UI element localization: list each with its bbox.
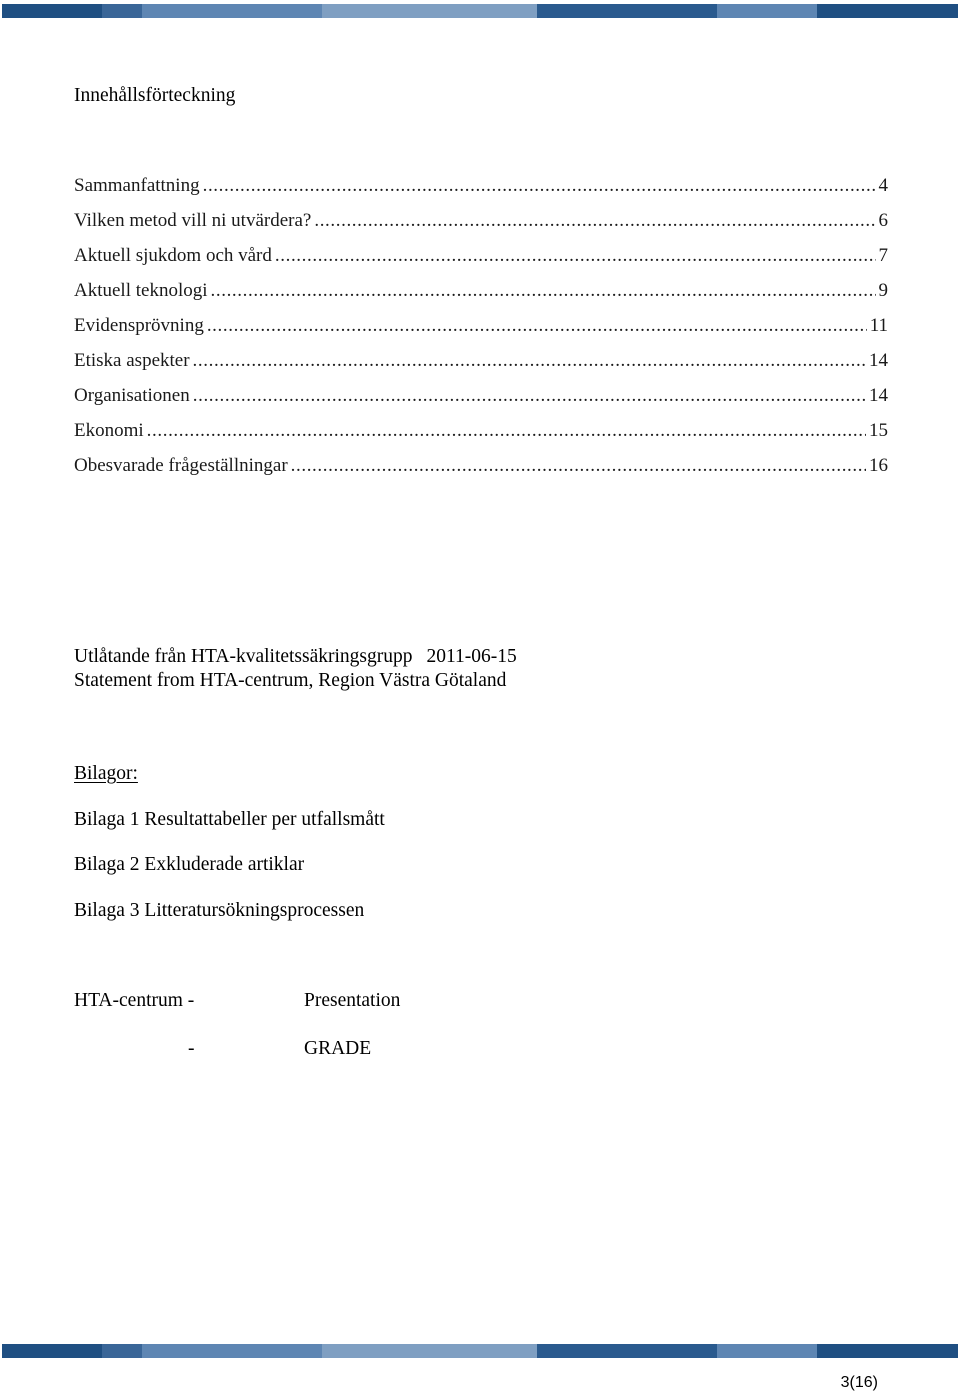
toc-entry[interactable] (74, 384, 888, 419)
table-of-contents (74, 174, 888, 489)
page-number: 3(16) (840, 1374, 878, 1391)
toc-entry-label: Evidensprövning (74, 315, 204, 336)
toc-leader-dots (291, 454, 866, 478)
statement-line-1 (74, 645, 517, 669)
toc-leader-dots (207, 314, 867, 338)
toc-entry-page: 7 (878, 245, 888, 266)
footer-list-right-1: Presentation (304, 990, 401, 1011)
toc-leader-dots (275, 244, 876, 268)
toc-entry[interactable] (74, 279, 888, 314)
statement-title: Utlåtande från HTA-kvalitetssäkringsgrupp (74, 646, 413, 667)
appendix-item: Bilaga 3 Litteratursökningsprocessen (74, 900, 365, 921)
toc-entry-label: Ekonomi (74, 420, 144, 441)
toc-leader-dots (203, 174, 876, 198)
appendix-item: Bilaga 1 Resultattabeller per utfallsmått (74, 809, 385, 830)
toc-entry-page: 6 (878, 210, 888, 231)
appendix-item: Bilaga 2 Exkluderade artiklar (74, 854, 305, 875)
toc-leader-dots (147, 419, 866, 443)
toc-title: Innehållsförteckning (74, 85, 236, 106)
toc-entry[interactable] (74, 349, 888, 384)
toc-leader-dots (211, 279, 876, 303)
toc-entry-label: Vilken metod vill ni utvärdera? (74, 210, 312, 231)
toc-entry[interactable] (74, 314, 888, 349)
footer-band (2, 1344, 958, 1358)
toc-leader-dots (193, 384, 866, 408)
footer-list-left-1: HTA-centrum - (74, 990, 195, 1011)
toc-entry[interactable] (74, 244, 888, 279)
footer-list-left-2: - (188, 1038, 195, 1059)
statement-date: 2011-06-15 (426, 646, 517, 667)
statement-block (74, 645, 517, 693)
toc-entry[interactable] (74, 419, 888, 454)
statement-line-2: Statement from HTA-centrum, Region Västra Götaland (74, 670, 507, 691)
toc-entry-label: Organisationen (74, 385, 190, 406)
toc-entry[interactable] (74, 454, 888, 489)
toc-entry-page: 16 (869, 455, 888, 476)
toc-entry-label: Etiska aspekter (74, 350, 190, 371)
toc-entry-page: 14 (869, 385, 888, 406)
toc-entry-page: 4 (878, 175, 888, 196)
toc-entry-page: 11 (869, 315, 888, 336)
toc-entry-page: 15 (869, 420, 888, 441)
toc-entry-label: Aktuell teknologi (74, 280, 208, 301)
appendices-heading: Bilagor: (74, 763, 138, 784)
toc-entry-label: Aktuell sjukdom och vård (74, 245, 272, 266)
toc-entry-label: Obesvarade frågeställningar (74, 455, 288, 476)
footer-list-right-2: GRADE (304, 1038, 372, 1059)
toc-entry-page: 9 (878, 280, 888, 301)
toc-entry-label: Sammanfattning (74, 175, 200, 196)
toc-entry[interactable] (74, 209, 888, 244)
toc-leader-dots (314, 209, 875, 233)
toc-leader-dots (193, 349, 866, 373)
toc-entry[interactable] (74, 174, 888, 209)
toc-entry-page: 14 (869, 350, 888, 371)
header-band (2, 4, 958, 18)
